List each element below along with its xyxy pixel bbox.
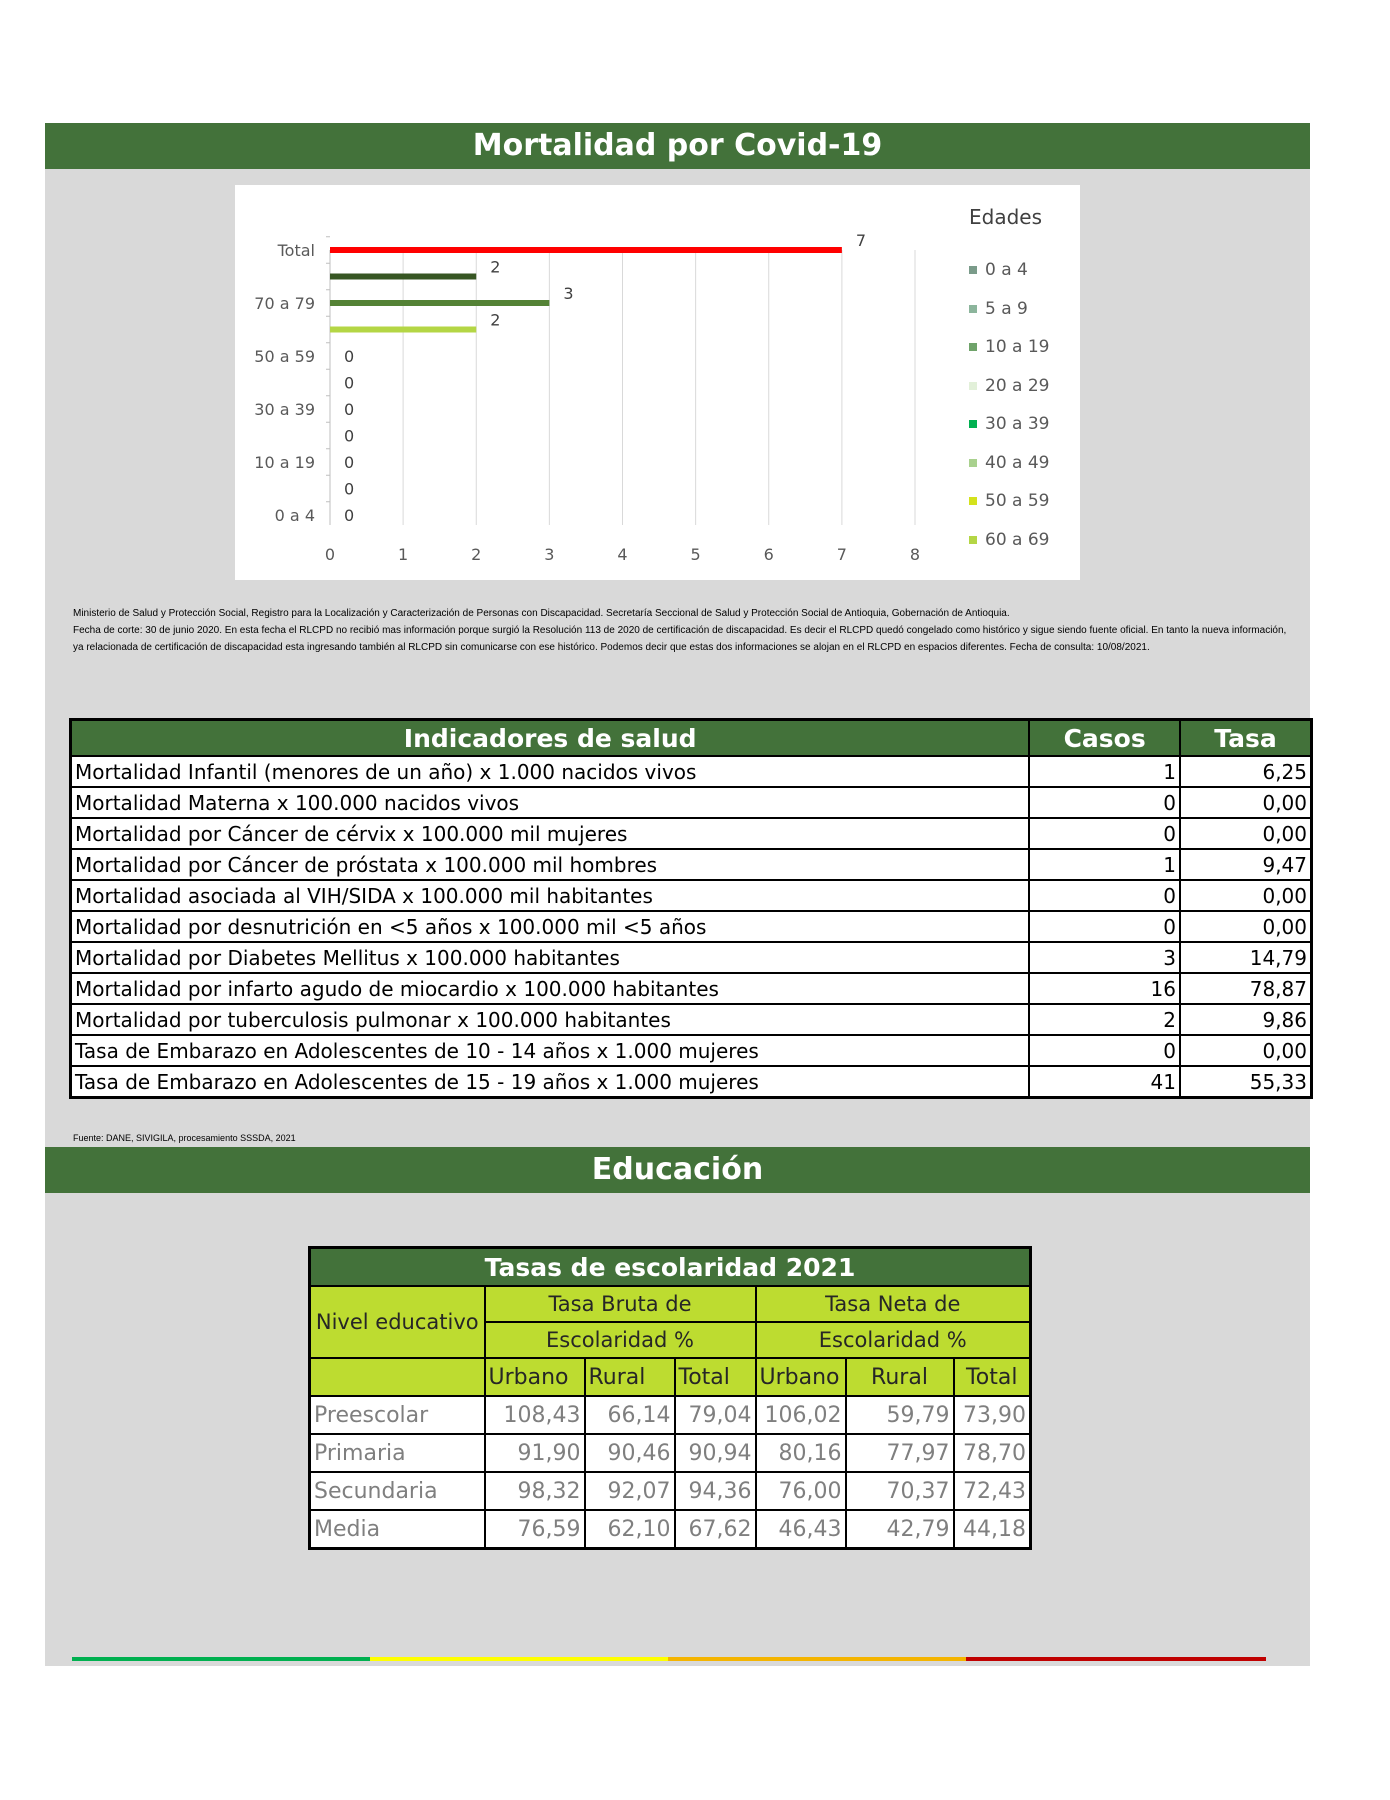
data-label: 0 [344, 426, 355, 446]
footer-bar-yellow [370, 1657, 668, 1661]
indicator-tasa: 14,79 [1180, 942, 1312, 973]
legend-item [969, 260, 1028, 280]
table-row [71, 818, 1312, 849]
indicator-casos: 0 [1029, 787, 1180, 818]
rate-cell: 67,62 [675, 1510, 756, 1549]
indicator-tasa: 0,00 [1180, 1035, 1312, 1066]
y-tick-label: Total [277, 241, 315, 260]
indicator-casos: 1 [1029, 849, 1180, 880]
legend-swatch [969, 305, 977, 313]
legend-label: 5 a 9 [985, 298, 1028, 319]
table-row [71, 911, 1312, 942]
y-tick-label: 0 a 4 [274, 506, 315, 525]
indicator-casos: 0 [1029, 911, 1180, 942]
indicator-tasa: 9,86 [1180, 1004, 1312, 1035]
data-label: 2 [490, 310, 501, 330]
legend-item [969, 530, 1050, 550]
table-row [310, 1434, 1031, 1472]
rate-cell: 42,79 [846, 1510, 954, 1549]
data-label: 0 [344, 479, 355, 499]
footer-bar-orange [668, 1657, 966, 1661]
rate-cell: 77,97 [846, 1434, 954, 1472]
table-row [310, 1510, 1031, 1549]
column-header-urbano: Urbano [756, 1358, 846, 1396]
covid-section-title: Mortalidad por Covid-19 [45, 123, 1310, 169]
x-tick-label: 6 [763, 545, 774, 564]
bar [330, 247, 842, 253]
covid-bar-chart [235, 185, 1080, 580]
nivel-label: Preescolar [310, 1396, 485, 1434]
data-label: 0 [344, 506, 355, 525]
rate-cell: 73,90 [954, 1396, 1031, 1434]
data-label: 0 [344, 400, 355, 419]
x-tick-label: 1 [398, 545, 409, 564]
escolaridad-table [308, 1246, 1032, 1550]
legend-label: 50 a 59 [985, 491, 1050, 511]
table-row [71, 1035, 1312, 1066]
indicator-label: Mortalidad por tuberculosis pulmonar x 100.000 habitantes [71, 1004, 1030, 1035]
y-tick-label: 10 a 19 [254, 453, 315, 472]
legend-swatch [969, 343, 977, 351]
rate-cell: 78,70 [954, 1434, 1031, 1472]
table-row [71, 1066, 1312, 1098]
nivel-educativo-header: Nivel educativo [310, 1286, 485, 1358]
y-tick-label: 70 a 79 [254, 294, 315, 313]
legend-swatch [969, 266, 977, 274]
legend-item [969, 337, 1050, 357]
table-row [310, 1396, 1031, 1434]
indicator-casos: 41 [1029, 1066, 1180, 1098]
data-label: 3 [563, 284, 574, 303]
table-row [71, 880, 1312, 911]
legend-label: 10 a 19 [985, 337, 1050, 357]
indicator-label: Tasa de Embarazo en Adolescentes de 15 - 19 años x 1.000 mujeres [71, 1066, 1030, 1098]
legend-item [969, 414, 1050, 434]
rate-cell: 76,59 [485, 1510, 585, 1549]
casos-header: Casos [1029, 720, 1180, 757]
data-label: 0 [344, 453, 355, 472]
legend-item [969, 491, 1050, 511]
legend-title: Edades [969, 205, 1043, 229]
legend-label: 30 a 39 [985, 414, 1050, 434]
column-header-urbano: Urbano [485, 1358, 585, 1396]
subheader-blank [310, 1358, 485, 1396]
indicator-label: Mortalidad por infarto agudo de miocardio x 100.000 habitantes [71, 973, 1030, 1004]
rate-cell: 70,37 [846, 1472, 954, 1510]
indicator-tasa: 0,00 [1180, 818, 1312, 849]
tasa-neta-header-2: Escolaridad % [756, 1322, 1031, 1358]
nivel-label: Media [310, 1510, 485, 1549]
x-tick-label: 3 [544, 545, 555, 564]
legend-item [969, 453, 1050, 473]
table-row [71, 973, 1312, 1004]
indicator-casos: 0 [1029, 880, 1180, 911]
indicator-label: Mortalidad por Cáncer de próstata x 100.000 mil hombres [71, 849, 1030, 880]
table-row [71, 787, 1312, 818]
indicator-label: Mortalidad Materna x 100.000 nacidos vivos [71, 787, 1030, 818]
nivel-label: Primaria [310, 1434, 485, 1472]
rate-cell: 92,07 [585, 1472, 675, 1510]
legend-swatch [969, 497, 977, 505]
rate-cell: 62,10 [585, 1510, 675, 1549]
rate-cell: 59,79 [846, 1396, 954, 1434]
indicator-label: Mortalidad por Diabetes Mellitus x 100.000 habitantes [71, 942, 1030, 973]
y-tick-label: 30 a 39 [254, 400, 315, 419]
legend-swatch [969, 382, 977, 390]
chart-legend [965, 205, 1075, 550]
indicator-label: Mortalidad asociada al VIH/SIDA x 100.000 mil habitantes [71, 880, 1030, 911]
rate-cell: 91,90 [485, 1434, 585, 1472]
data-label: 0 [344, 373, 355, 393]
rate-cell: 79,04 [675, 1396, 756, 1434]
indicator-tasa: 0,00 [1180, 880, 1312, 911]
rate-cell: 80,16 [756, 1434, 846, 1472]
covid-chart [235, 185, 1080, 580]
x-tick-label: 0 [324, 545, 336, 564]
indicator-casos: 3 [1029, 942, 1180, 973]
legend-item [969, 299, 1028, 319]
bar [330, 274, 476, 280]
indicator-tasa: 55,33 [1180, 1066, 1312, 1098]
column-header-total: Total [954, 1358, 1031, 1396]
table-row [71, 849, 1312, 880]
tasa-bruta-header-2: Escolaridad % [485, 1322, 756, 1358]
rate-cell: 90,46 [585, 1434, 675, 1472]
data-label: 2 [490, 257, 501, 277]
indicator-label: Tasa de Embarazo en Adolescentes de 10 - 14 años x 1.000 mujeres [71, 1035, 1030, 1066]
table-row [310, 1472, 1031, 1510]
table-row [71, 942, 1312, 973]
y-tick-label: 50 a 59 [254, 347, 315, 366]
bar [330, 300, 549, 306]
indicadores-header-row [71, 720, 1312, 757]
rate-cell: 76,00 [756, 1472, 846, 1510]
source-note [73, 605, 1293, 656]
data-label: 7 [855, 231, 867, 250]
source-note-line-1: Ministerio de Salud y Protección Social, Registro para la Localización y Caracterización de Personas con Discapacidad. Secretaría Seccional de Salud y Protección Social de Antioquia, Gobernación de Antioquia. [73, 608, 1010, 619]
indicadores-title: Indicadores de salud [71, 720, 1030, 757]
x-tick-label: 4 [617, 545, 628, 564]
indicator-label: Mortalidad por Cáncer de cérvix x 100.000 mil mujeres [71, 818, 1030, 849]
legend-label: 20 a 29 [985, 375, 1050, 396]
rate-cell: 72,43 [954, 1472, 1031, 1510]
x-tick-label: 7 [836, 545, 847, 564]
legend-item [969, 376, 1050, 396]
indicator-casos: 0 [1029, 818, 1180, 849]
rate-cell: 66,14 [585, 1396, 675, 1434]
table-row [71, 756, 1312, 787]
source-note-line-2: Fecha de corte: 30 de junio 2020. En esta fecha el RLCPD no recibió mas información porque surgió la Resolución 113 de 2020 de certificación de discapacidad. Es decir el RLCPD quedó congelado como histórico y sigue siendo fuente oficial. En tanto la nueva información, ya relacionada de certificación de discapacidad esta ingresando también al RLCPD sin comunicarse con ese histórico. Podemos decir que estas dos informaciones se alojan en el RLCPD en espacios diferentes. Fecha de consulta: 10/08/2021. [73, 625, 1287, 653]
legend-swatch [969, 459, 977, 467]
indicator-casos: 16 [1029, 973, 1180, 1004]
rate-cell: 46,43 [756, 1510, 846, 1549]
rate-cell: 98,32 [485, 1472, 585, 1510]
indicator-casos: 2 [1029, 1004, 1180, 1035]
rate-cell: 94,36 [675, 1472, 756, 1510]
indicadores-source: Fuente: DANE, SIVIGILA, procesamiento SSSDA, 2021 [73, 1133, 296, 1143]
escolaridad-title: Tasas de escolaridad 2021 [310, 1248, 1031, 1287]
column-header-total: Total [675, 1358, 756, 1396]
rate-cell: 44,18 [954, 1510, 1031, 1549]
nivel-label: Secundaria [310, 1472, 485, 1510]
indicator-tasa: 0,00 [1180, 787, 1312, 818]
indicadores-table [69, 718, 1313, 1099]
tasa-header: Tasa [1180, 720, 1312, 757]
indicator-tasa: 6,25 [1180, 756, 1312, 787]
x-tick-label: 8 [909, 545, 921, 564]
educacion-section-title: Educación [45, 1147, 1310, 1193]
column-header-rural: Rural [846, 1358, 954, 1396]
data-label: 0 [344, 347, 355, 366]
rate-cell: 106,02 [756, 1396, 846, 1434]
legend-label: 60 a 69 [985, 529, 1050, 550]
table-row [71, 1004, 1312, 1035]
indicator-casos: 0 [1029, 1035, 1180, 1066]
legend-swatch [969, 420, 977, 428]
indicator-tasa: 0,00 [1180, 911, 1312, 942]
indicator-casos: 1 [1029, 756, 1180, 787]
indicator-label: Mortalidad Infantil (menores de un año) x 1.000 nacidos vivos [71, 756, 1030, 787]
rate-cell: 108,43 [485, 1396, 585, 1434]
rate-cell: 90,94 [675, 1434, 756, 1472]
tasa-neta-header-1: Tasa Neta de [756, 1286, 1031, 1322]
indicator-tasa: 78,87 [1180, 973, 1312, 1004]
x-tick-label: 5 [690, 545, 701, 564]
legend-swatch [969, 536, 977, 544]
bar [330, 327, 476, 333]
indicator-label: Mortalidad por desnutrición en <5 años x 100.000 mil <5 años [71, 911, 1030, 942]
footer-bar-red [966, 1657, 1266, 1661]
legend-label: 40 a 49 [985, 452, 1050, 473]
x-tick-label: 2 [471, 545, 482, 564]
column-header-rural: Rural [585, 1358, 675, 1396]
tasa-bruta-header-1: Tasa Bruta de [485, 1286, 756, 1322]
footer-bar-green [72, 1657, 370, 1661]
legend-label: 0 a 4 [985, 260, 1028, 280]
indicator-tasa: 9,47 [1180, 849, 1312, 880]
